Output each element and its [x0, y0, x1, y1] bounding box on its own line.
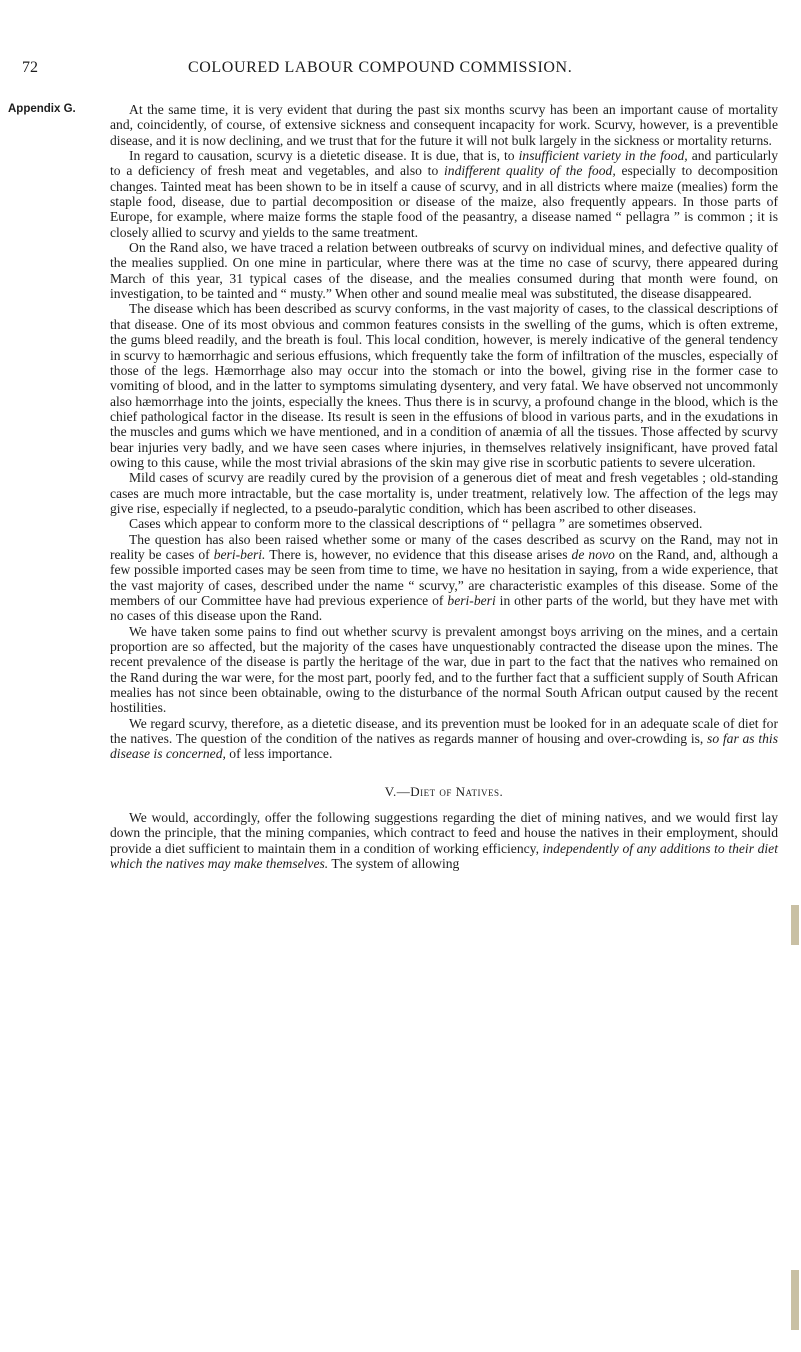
- text-run: We have taken some pains to find out whether scurvy is prevalent amongst boys arriving on the mines, and a certain proportion are so affected, but the majority of the cases have unquestionably contracted the disease upon the mines. The recent prevalence of the disease is partly the heritage of the war, due in part to the fact that the natives who remained on the Rand during the war were, for the most part, poorly fed, and to the further fact that a sufficient supply of South African mealies has not since been obtainable, owing to the disturbance of the normal South African output caused by the recent hostilities.: [110, 623, 778, 716]
- text-run: We regard scurvy, therefore, as a dietetic disease, and its prevention must be looked for in an adequate scale of diet for the natives. The question of the condition of the natives as regards manner of housing and over-crowding is,: [110, 715, 778, 747]
- section-number: V.—: [384, 783, 411, 799]
- running-header: COLOURED LABOUR COMPOUND COMMISSION.: [188, 59, 573, 76]
- text-run: The question has also been raised whether some or many of the cases described as scurvy on the Rand, may not in reality be cases of: [110, 531, 778, 562]
- page-edge-discoloration: [791, 905, 799, 945]
- text-run: on the Rand, and, although a few possible imported cases may be seen from time to time, we have no hesitation in saying, from a wide experience, that the vast majority of cases, described under the name “ scurvy,” are characteristic examples of this disease. Some of the members of our Committee have had previous experience of: [110, 546, 778, 608]
- text-run: Cases which appear to conform more to the classical descriptions of “ pellagra ” are sometimes observed.: [129, 516, 703, 532]
- section-heading: [110, 784, 778, 799]
- text-run: The system of allowing: [328, 856, 460, 872]
- italic-text-run: beri-beri.: [213, 546, 266, 562]
- text-run: At the same time, it is very evident that during the past six months scurvy has been an important cause of mortality and, coincidently, of course, of extensive sickness and consequent incapacity for work. Scurvy, however, is a preventible disease, and it is now declining, and we trust that for the future it will not bulk largely in the sickness or mortality returns.: [110, 102, 778, 148]
- paragraph-list: [110, 102, 778, 762]
- text-run: We would, accordingly, offer the following suggestions regarding the diet of mining natives, and we would first lay down the principle, that the mining companies, which contract to feed and house the natives in their employment, should provide a diet sufficient to maintain them in a condition of working efficiency,: [110, 810, 778, 856]
- italic-text-run: so far as this disease is concerned,: [110, 731, 778, 762]
- italic-text-run: independently of any additions to their diet which the natives may make themselves.: [110, 840, 778, 872]
- body-paragraph: [110, 716, 778, 762]
- page-edge-discoloration: [791, 1270, 799, 1330]
- italic-text-run: indifferent quality of the food,: [444, 163, 616, 179]
- text-run: The disease which has been described as scurvy conforms, in the vast majority of cases, to the classical descriptions of that disease. One of its most obvious and common features consists in the swelling of the gums, which is often extreme, the gums bleed readily, and the breath is foul. This local condition, however, is merely indicative of the general tendency in scurvy to hæmorrhagic and serious effusions, which frequently take the form of infiltration of the muscles, especially of those of the legs. Hæmorrhage also may occur into the stomach or into the bowel, giving rise in the former case to vomiting of blood, and in the latter to symptoms simulating dysentery, and very fatal. We have observed not uncommonly also hæmorrhage into the joints, especially the knees. Thus there is in scurvy, a profound change in the blood, which is the chief pathological factor in the disease. Its result is seen in the effusions of blood in various parts, and in the exudations in the muscles and gums which we have mentioned, and in a condition of anæmia of all the tissues. Those affected by scurvy bear injuries very badly, and we have seen cases where injuries, in themselves relatively insignificant, have proved fatal owing to this cause, while the most trivial abrasions of the skin may give rise in scorbutic patients to severe ulceration.: [110, 301, 778, 470]
- text-run: In regard to causation, scurvy is a dietetic disease. It is due, that is, to: [129, 148, 519, 164]
- italic-text-run: de novo: [571, 546, 615, 562]
- body-paragraph: [110, 516, 778, 531]
- section-title: Diet of Natives.: [410, 783, 504, 799]
- text-run: Mild cases of scurvy are readily cured by the provision of a generous diet of meat and fresh vegetables ; old-standing cases are much more intractable, but the case mortality is, under treatment, relatively low. The affection of the legs may give rise, especially if neglected, to a pseudo-paralytic condition, which has been ascribed to other diseases.: [110, 470, 778, 516]
- body-paragraph: [110, 148, 778, 240]
- italic-text-run: beri-beri: [447, 593, 496, 608]
- closing-paragraph: [110, 810, 778, 871]
- body-paragraph: [110, 624, 778, 716]
- body-paragraph: [110, 532, 778, 624]
- text-run: especially to decomposition changes. Tainted meat has been shown to be in itself a cause of scurvy, and in all districts where maize (mealies) form the staple food, disease, due to partial decomposition or disease of the maize, also frequently appears. In those parts of Europe, for example, where maize forms the staple food of the peasantry, a disease named “ pellagra ” is common ; it is closely allied to scurvy and yields to the same treatment.: [110, 163, 778, 240]
- text-run: of less importance.: [225, 746, 333, 762]
- text-run: On the Rand also, we have traced a relation between outbreaks of scurvy on individual mines, and defective quality of the mealies supplied. On one mine in particular, where there was at the time no case of scurvy, there appeared during March of this year, 31 typical cases of the disease, and the mealies consumed during that month were found, on investigation, to be tainted and “ musty.” When other and sound mealie meal was substituted, the disease disappeared.: [110, 240, 778, 302]
- page-number: 72: [22, 59, 38, 76]
- body-text: [110, 102, 778, 872]
- body-paragraph: [110, 470, 778, 516]
- italic-text-run: insufficient variety in the food,: [518, 148, 688, 164]
- appendix-margin-note: Appendix G.: [8, 103, 76, 115]
- body-paragraph: [110, 301, 778, 470]
- text-run: in other parts of the world, but they have met with no cases of this disease upon the Rand.: [110, 593, 778, 624]
- body-paragraph: [110, 240, 778, 301]
- text-run: There is, however, no evidence that this disease arises: [265, 546, 572, 562]
- body-paragraph: [110, 102, 778, 148]
- text-run: and particularly to a deficiency of fresh meat and vegetables, and also to: [110, 148, 779, 179]
